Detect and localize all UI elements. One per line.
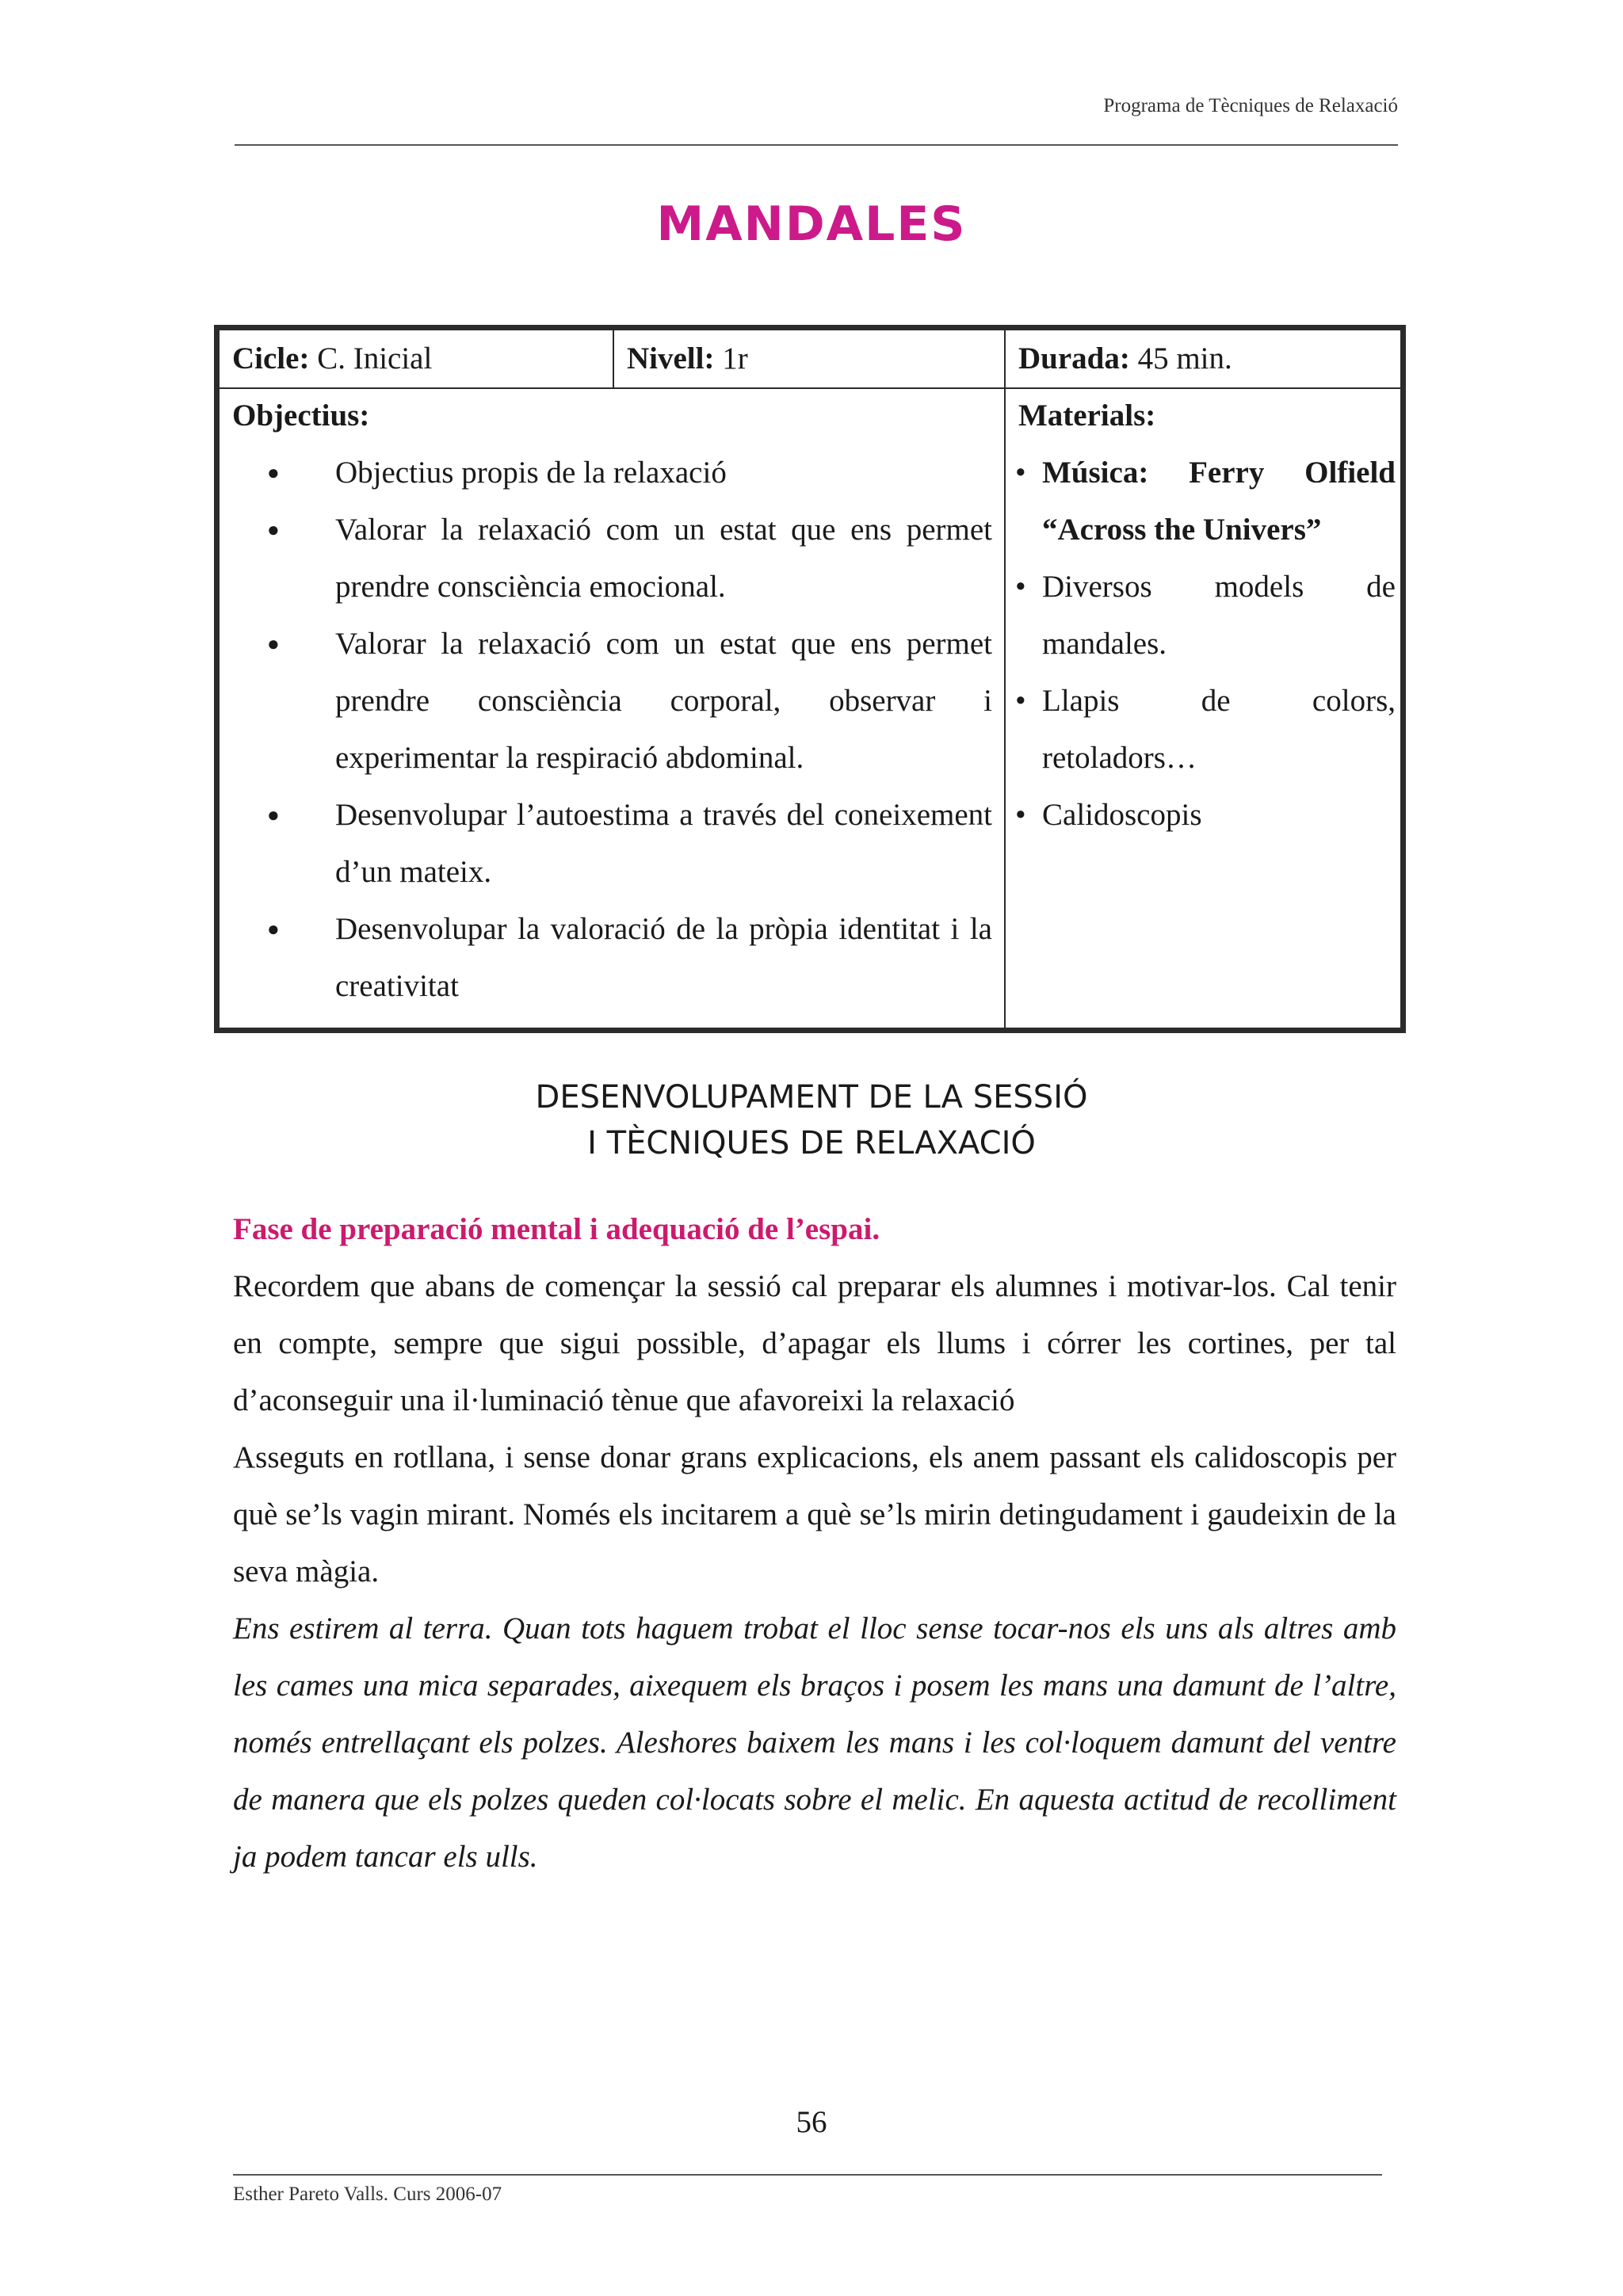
list-item: • Llapis de colors, retoladors… — [1015, 673, 1396, 787]
header-rule — [235, 144, 1398, 146]
phase-title: Fase de preparació mental i adequació de l’espai. — [233, 1212, 880, 1246]
materials-cell — [1006, 387, 1402, 1021]
list-item: ● Desenvolupar la valoració de la pròpia identitat i la creativitat — [267, 901, 992, 1015]
list-item — [1015, 444, 1396, 559]
durada-label: Durada: — [1018, 341, 1130, 376]
list-item: • Calidoscopis — [1015, 787, 1396, 844]
section-heading-line-2: I TÈCNIQUES DE RELAXACIÓ — [587, 1125, 1036, 1161]
section-heading — [0, 1074, 1623, 1166]
list-item: • Diversos models de mandales. — [1015, 559, 1396, 673]
nivell-value: 1r — [722, 341, 748, 376]
list-item: ● Valorar la relaxació com un estat que ens permet prendre consciència corporal, observar i experimentar la respiració abdominal. — [267, 616, 992, 787]
objectius-label: Objectius: — [232, 399, 370, 433]
footer-author: Esther Pareto Valls. Curs 2006-07 — [233, 2183, 502, 2205]
list-item: ● Desenvolupar l’autoestima a través del coneixement d’un mateix. — [267, 787, 992, 901]
paragraph-3: Ens estirem al terra. Quan tots haguem trobat el lloc sense tocar-nos els uns als altres amb les cames una mica separades, aixequem els braços i posem les mans una damunt de l’altre, només entrellaçant els polzes. Aleshores baixem les mans i les col·loquem damunt del ventre de manera que els polzes queden col·locats sobre el melic. En aquesta actitud de recolliment ja podem tancar els ulls. — [233, 1611, 1396, 1874]
cicle-cell — [232, 330, 605, 387]
cicle-label: Cicle: — [232, 341, 310, 376]
table-col-divider-1 — [613, 330, 614, 387]
running-header: Programa de Tècniques de Relaxació — [1103, 95, 1398, 116]
objectius-list — [267, 444, 992, 1015]
cicle-value: C. Inicial — [317, 341, 433, 376]
musica-label: Música: — [1042, 456, 1149, 490]
durada-value: 45 min. — [1137, 341, 1232, 376]
nivell-label: Nivell: — [627, 341, 715, 376]
materials-label: Materials: — [1018, 399, 1156, 433]
materials-list — [1015, 444, 1396, 844]
page-title: MANDALES — [656, 196, 967, 252]
list-item: ● Valorar la relaxació com un estat que ens permet prendre consciència emocional. — [267, 502, 992, 616]
list-item: ● Objectius propis de la relaxació — [267, 444, 992, 502]
session-body — [233, 1201, 1396, 1886]
musica-value: Ferry Olfield “Across the Univers” — [1042, 456, 1396, 547]
paragraph-2: Asseguts en rotllana, i sense donar grans explicacions, els anem passant els calidoscopis per què se’ls vagin mirant. Només els incitarem a què se’ls mirin detingudament i gaudeixin de la seva màgia. — [233, 1440, 1396, 1589]
section-heading-line-1: DESENVOLUPAMENT DE LA SESSIÓ — [535, 1079, 1088, 1116]
footer-rule — [233, 2174, 1382, 2176]
paragraph-1: Recordem que abans de començar la sessió cal preparar els alumnes i motivar-los. Cal tenir en compte, sempre que sigui possible, d’apagar els llums i córrer les cortines, per tal d’aconseguir una il·luminació tènue que afavoreixi la relaxació — [233, 1269, 1396, 1417]
objectius-cell — [220, 387, 1004, 1021]
durada-cell — [1018, 330, 1399, 387]
page-number: 56 — [796, 2105, 827, 2139]
nivell-cell — [627, 330, 999, 387]
session-info-table — [214, 325, 1406, 1033]
